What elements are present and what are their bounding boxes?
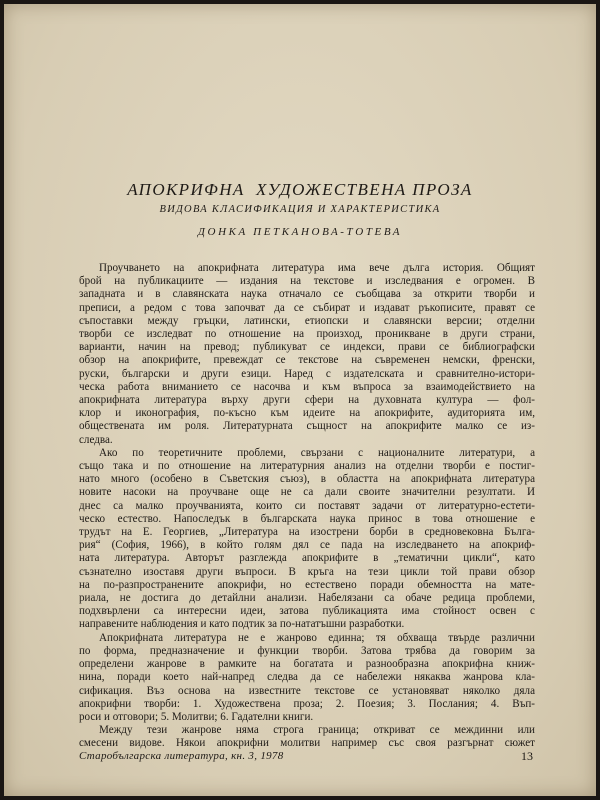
text-line: ческа работа вниманието се насочва и към въпроса за взаимодействието на [79,380,535,393]
article-body [79,262,535,751]
text-line: също така и по отношение на литературния анализ на отделни творби е постиг- [79,460,535,473]
text-line: Между тези жанрове няма строга граница; откриват се междинни или [99,724,535,737]
text-line: определени жанрове в рамките на богатата и разнообразна апокрифна книж- [79,658,535,671]
text-line: обзор на апокрифите, превеждат се текстове на съвременен немски, френски, [79,354,535,367]
text-line: рия“ (София, 1966), в който голям дял се пада на изследването на апокриф- [79,539,535,552]
text-line: съзнателно изоставя други въпроси. В кръга на тези цикли той прави обзор [79,565,535,578]
article-author: ДОНКА ПЕТКАНОВА-ТОТЕВА [197,226,403,238]
text-line: риала, не достига до детайлни анализи. Набелязани са обаче редица проблеми, [79,592,535,605]
text-line: нато много (особено в Съветския съюз), в областта на апокрифната литература [79,473,535,486]
text-line: ческо естество. Напоследък в българската наука принос в това отношение е [79,512,535,525]
text-line: апокрифната литература върху други сфери на духовната култура — фол- [79,394,535,407]
text-line: апокрифни творби: 1. Художествена проза; 2. Поезия; 3. Послания; 4. Въп- [79,697,535,710]
paragraph [79,262,535,447]
text-line: творби се изследват по отношение на произход, проникване в други страни, [79,328,535,341]
journal-citation: Старобългарска литература, кн. 3, 1978 [79,750,284,762]
text-line: смесени видове. Някои апокрифни молитви например със своя разгърнат сюжет [79,737,535,750]
text-line: ната литература. Авторът разглежда апокрифите в „тематични цикли“, като [79,552,535,565]
text-line: обществената им роля. Литературната същност на апокрифите малко се из- [79,420,535,433]
text-line: брой на публикациите — издания на текстове и изследвания е огромен. В [79,275,535,288]
text-line: западната и в славянската наука отначало се съобщава за открити творби и [79,288,535,301]
text-line: руски, български и други езици. Наред с издателската и сравнително-истори- [79,367,535,380]
text-line: на по-разпространените апокрифи, но естествено поради обемността на мате- [79,578,535,591]
text-line: съпоставки между гръцки, латински, етиопски и славянски версии; отделни [79,314,535,327]
text-line: днес са малко проучванията, които си поставят задачи от литературно-естети- [79,499,535,512]
paragraph [79,632,535,724]
text-line: преписи, а редом с това започват да се събират и издават ръкописите, правят се [79,301,535,314]
text-line: клор и иконография, по-късно към идеите на апокрифите, аудиторията им, [79,407,535,420]
text-line: Апокрифната литература не е жанрово единна; тя обхваща твърде различни [99,631,535,644]
text-line: следва. [79,433,113,446]
text-line: трудът на Е. Георгиев, „Литература на изострени борби в средновековна Бълга- [79,526,535,539]
text-line: Ако по теоретичните проблеми, свързани с националните литератури, а [99,446,535,459]
page-number: 13 [521,749,533,763]
text-line: роси и отговори; 5. Молитви; 6. Гадателни книги. [79,710,314,723]
page-footer [79,750,535,762]
text-line: направените наблюдения и като подтик за по-нататъшни разработки. [79,618,405,631]
text-line: варианти, начин на превод; публикуват се индекси, прави се библиографски [79,341,535,354]
article-title: АПОКРИФНА ХУДОЖЕСТВЕНА ПРОЗА [127,180,473,199]
text-line: по форма, предназначение и функции творби. Затова трябва да говорим за [79,644,535,657]
paragraph [79,447,535,632]
text-line: новите насоки на проучване още не са дали своите значителни резултати. И [79,486,535,499]
text-line: нина, поради което най-напред следва да се набележи някаква жанрова кла- [79,671,535,684]
text-line: Проучването на апокрифната литература има вече дълга история. Общият [99,262,535,274]
paragraph [79,724,535,750]
journal-page [4,4,596,796]
text-line: подхвърлени са интересни идеи, затова публикацията има стойност освен с [79,605,535,618]
article-subtitle: ВИДОВА КЛАСИФИКАЦИЯ И ХАРАКТЕРИСТИКА [159,204,441,215]
text-line: сификация. Въз основа на известните текстове се установяват няколко дяла [79,684,535,697]
